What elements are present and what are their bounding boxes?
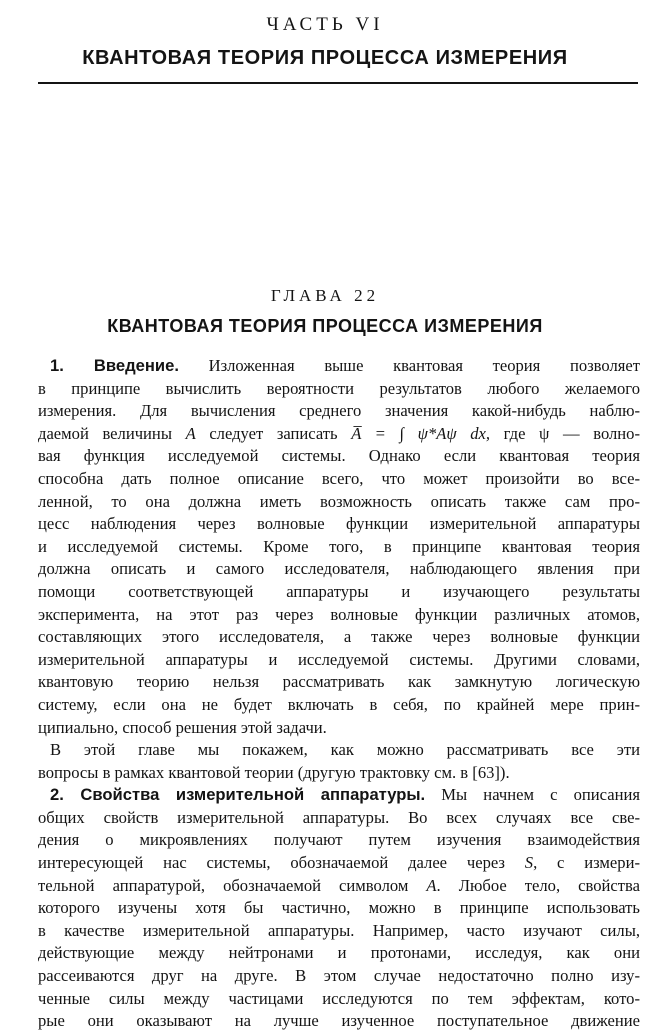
- text-fragment: . Любое тело, свойства: [436, 875, 640, 895]
- section-2-heading: 2. Свойства измерительной аппаратуры.: [50, 785, 426, 805]
- text-line: и исследуемой системы. Кроме того, в принципе квантовая теория: [38, 536, 640, 556]
- text-line: измерения. Для вычисления среднего значения какой-нибудь наблю-: [38, 401, 640, 421]
- text-fragment: тельной аппаратурой, обозначаемой символом: [38, 875, 427, 895]
- text-line: дения о микроявлениях получают путем изучения взаимодействия: [38, 830, 640, 850]
- body-text: [38, 355, 640, 1033]
- text-line: [38, 875, 640, 898]
- text-fragment: даемой величины: [38, 423, 186, 443]
- text-fragment: Изложенная выше квантовая теория позволяет: [208, 356, 640, 375]
- text-fragment: следует записать: [195, 423, 352, 443]
- chapter-title: КВАНТОВАЯ ТЕОРИЯ ПРОЦЕССА ИЗМЕРЕНИЯ: [107, 316, 543, 336]
- math-variable: A: [426, 875, 437, 895]
- chapter-label: ГЛАВА 22: [270, 286, 380, 305]
- section-1-heading: 1. Введение.: [50, 356, 179, 375]
- text-line: эксперимента, на этот раз через волновые функции различных атомов,: [38, 604, 640, 624]
- text-line: помощи соответствующей аппаратуры и изучающего результаты: [38, 581, 640, 601]
- part-divider: [38, 82, 638, 84]
- text-line: измерительной аппаратуры и исследуемой системы. Другими словами,: [38, 649, 640, 669]
- text-line: [38, 423, 640, 446]
- text-line: вая функция исследуемой системы. Однако если квантовая теория: [38, 446, 640, 466]
- text-fragment: , с измери-: [533, 853, 640, 873]
- text-line: рассеиваются друг на друге. В этом случае недостаточно полно изу-: [38, 966, 640, 986]
- text-line: В этой главе мы покажем, как можно рассматривать все эти: [50, 740, 640, 760]
- text-line: квантовую теорию нельзя рассматривать как замкнутую логическую: [38, 672, 640, 692]
- text-line: составляющих этого исследователя, а также через волновые функции: [38, 627, 640, 647]
- text-line: ципиально, способ решения этой задачи.: [38, 717, 327, 737]
- text-line: действующие между нейтронами и протонами, исследуя, как они: [38, 943, 640, 963]
- mean-value-formula: A̅ = ∫ ψ*Aψ dx,: [351, 423, 491, 443]
- text-line: систему, если она не будет включать в себя, по крайней мере прин-: [38, 694, 640, 714]
- text-line: должна описать и самого исследователя, наблюдающего явления при: [38, 559, 640, 579]
- text-fragment: Мы начнем с описания: [441, 785, 640, 805]
- text-line: которого изучены хотя бы частично, можно в принципе использовать: [38, 898, 640, 918]
- part-title: КВАНТОВАЯ ТЕОРИЯ ПРОЦЕССА ИЗМЕРЕНИЯ: [82, 47, 568, 69]
- text-line: рые они оказывают на лучше изученное поступательное движение: [38, 1011, 640, 1031]
- text-line: вопросы в рамках квантовой теории (другую трактовку см. в [63]).: [38, 762, 510, 782]
- text-line: [38, 852, 640, 875]
- text-line: [38, 784, 640, 807]
- text-line: способна дать полное описание всего, что может произойти во все-: [38, 468, 640, 488]
- text-line: общих свойств измерительной аппаратуры. Во всех случаях все све-: [38, 807, 640, 827]
- text-line: в качестве измерительной аппаратуры. Например, часто изучают силы,: [38, 920, 640, 940]
- text-line: [38, 355, 640, 378]
- text-fragment: интересующей нас системы, обозначаемой далее через: [38, 853, 525, 873]
- math-variable: S: [524, 853, 534, 873]
- text-line: в принципе вычислить вероятности результатов любого желаемого: [38, 378, 640, 398]
- math-variable: A: [185, 423, 196, 443]
- text-line: ченные силы между частицами исследуются по тем эффектам, кото-: [38, 988, 640, 1008]
- text-line: ленной, то она должна иметь возможность описать также сам про-: [38, 491, 640, 511]
- part-label: ЧАСТЬ VI: [266, 14, 384, 35]
- text-fragment: где ψ — волно-: [490, 423, 640, 443]
- text-line: цесс наблюдения через волновые функции измерительной аппаратуры: [38, 514, 640, 534]
